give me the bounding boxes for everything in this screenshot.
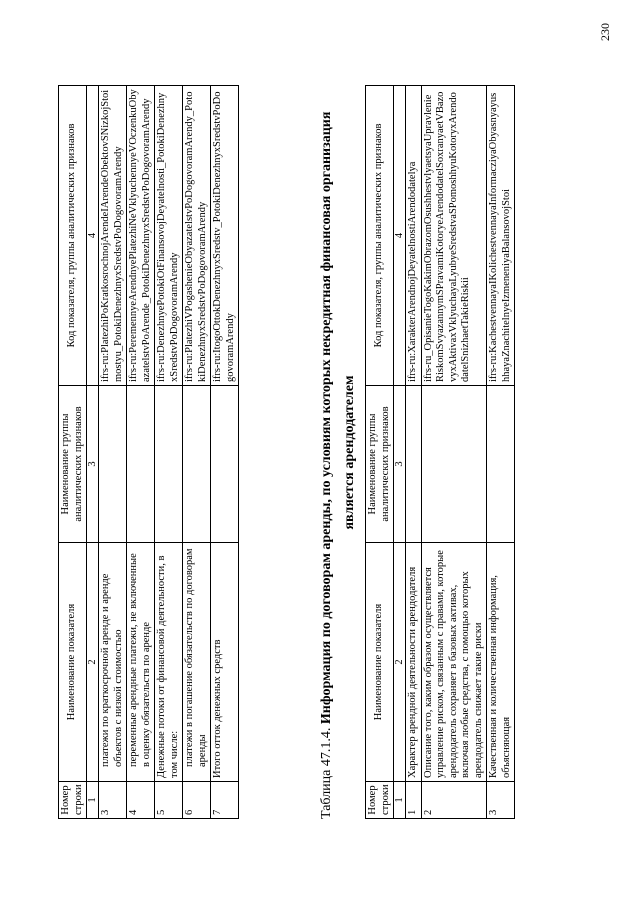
group-name [421,386,487,543]
indicator-name: платежи по краткосрочной аренде и аренде объектов с низкой стоимостью [99,543,127,782]
indicator-code: ifrs-ru:PlatezhiVPogashenieObyazatelstvPoDogovoramArendy_PotokiDenezhnyxSredstvPoDogovoramArendy [183,86,211,386]
group-name [155,386,183,543]
indicator-name: Качественная и количественная информация, объясняющая [487,543,515,782]
indicator-code: ifrs-ru:PeremennyeArendnyePlatezhiNeVklyuchennyeVOczenkuObyazatelstvPoArende_PotokiDenezhnyxSredstvPoDogovoramArendy [127,86,155,386]
header-row [366,86,394,819]
indicator-code: ifrs-ru:PlatezhiPoKratkosrochnojArendeIArendeObektovSNizkojStoimostyu_PotokiDenezhnyxSredstvPoDogovoramArendy [99,86,127,386]
lease-cashflow-table [58,85,239,819]
table-row [487,86,515,819]
row-number: 3 [99,782,127,819]
group-name [99,386,127,543]
row-number: 3 [487,782,515,819]
column-number: 4 [394,86,406,386]
column-number-row [87,86,99,819]
table-row [155,86,183,819]
header-indicator-name: Наименование показателя [366,543,394,782]
indicator-name: платежи в погашение обязательств по договорам аренды [183,543,211,782]
caption-prefix: Таблица 47.1.4. [319,727,334,819]
page-number: 230 [598,23,612,41]
header-row [59,86,87,819]
group-name [406,386,422,543]
table-row [99,86,127,819]
table-row [211,86,239,819]
table-caption [318,86,358,819]
indicator-code: ifrs-ru:XarakterArendnojDeyatelnostiArendodatelya [406,86,422,386]
column-number: 2 [394,543,406,782]
row-number: 2 [421,782,487,819]
table-row [127,86,155,819]
row-number: 4 [127,782,155,819]
group-name [183,386,211,543]
group-name [487,386,515,543]
lessor-info-table [365,85,515,819]
caption-title-line2: является арендодателем [342,375,357,530]
table-row [183,86,211,819]
header-indicator-name: Наименование показателя [59,543,87,782]
column-number: 2 [87,543,99,782]
header-row-num: Номер строки [59,782,87,819]
indicator-name: Итого отток денежных средств [211,543,239,782]
row-number: 7 [211,782,239,819]
header-group-name: Наименование группы аналитических признаков [59,386,87,543]
indicator-name: Денежные потоки от финансовой деятельности, в том числе: [155,543,183,782]
indicator-code: ifrs-ru:KachestvennayaIKolichestvennayaInformacziyaObyasnyayushhayaZnachitelnyeIzmeneniyaBalansovojStoi [487,86,515,386]
indicator-name: Характер арендной деятельности арендодателя [406,543,422,782]
row-number: 6 [183,782,211,819]
column-number: 3 [87,386,99,543]
header-code: Код показателя, группы аналитических признаков [366,86,394,386]
table-row [406,86,422,819]
row-number: 5 [155,782,183,819]
table-row [421,86,487,819]
row-number: 1 [406,782,422,819]
group-name [211,386,239,543]
column-number: 1 [394,782,406,819]
indicator-code: ifrs-ru:ItogoOttokDenezhnyxSredstv_PotokiDenezhnyxSredstvPoDogovoramArendy [211,86,239,386]
column-number-row [394,86,406,819]
indicator-name: Описание того, каким образом осуществляется управление риском, связанным с правами, которые арендодатель сохраняет в базовых активах, включая любые средства, с помощью которых арендодатель снижает такие риски [421,543,487,782]
header-code: Код показателя, группы аналитических признаков [59,86,87,386]
header-group-name: Наименование группы аналитических признаков [366,386,394,543]
indicator-name: переменные арендные платежи, не включенные в оценку обязательств по аренде [127,543,155,782]
indicator-code: ifrs-ru:DenezhnyePotokiOtFinansovojDeyatelnosti_PotokiDenezhnyxSredstvPoDogovoramArendy [155,86,183,386]
column-number: 3 [394,386,406,543]
column-number: 4 [87,86,99,386]
caption-title: Информация по договорам аренды, по условиям которых некредитная финансовая организация [319,111,334,725]
indicator-code: ifrs-ru_OpisanieTogoKakimObrazomOsushhestvlyaetsyaUpravlenieRiskomSvyazannymSPravamiKotoryeArendodatelSoxranyaetVBazovyxAktivaxVklyuchayaLyubyeSredstvaSPomoshhyuKotoryxArendodatelSnizhaetTakieRiskii [421,86,487,386]
header-row-num: Номер строки [366,782,394,819]
column-number: 1 [87,782,99,819]
group-name [127,386,155,543]
